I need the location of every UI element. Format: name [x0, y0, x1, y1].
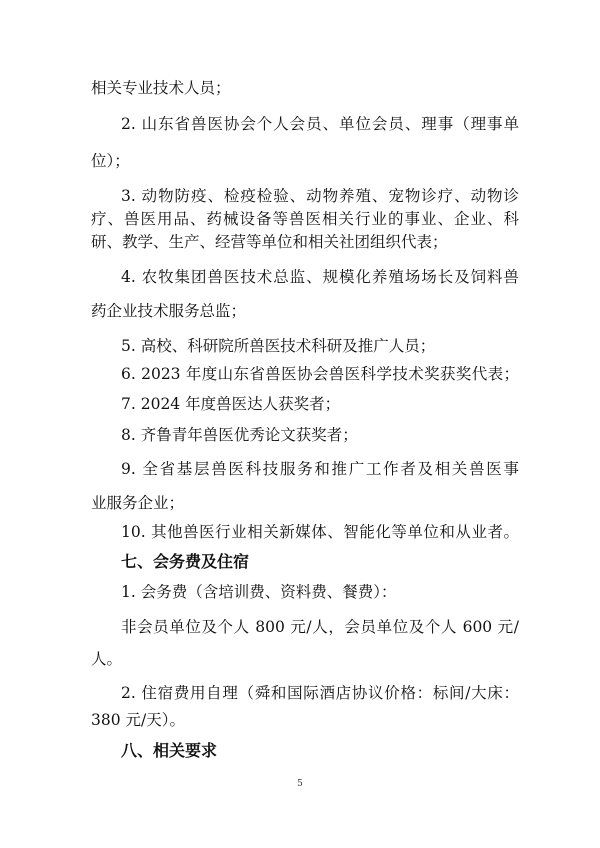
text-line-4: 3. 动物防疫、检疫检验、动物养殖、宠物诊疗、动物诊	[121, 187, 519, 205]
text-line-10: 6. 2023 年度山东省兽医协会兽医科学技术奖获奖代表；	[121, 365, 519, 383]
text-line-18: 人。	[91, 650, 123, 668]
text-line-16: 1. 会务费（含培训费、资料费、餐费）：	[121, 583, 397, 601]
text-line-1: 相关专业技术人员；	[91, 79, 231, 97]
text-line-2: 2. 山东省兽医协会个人会员、单位会员、理事（理事单	[121, 115, 519, 133]
section-heading-8: 八、相关要求	[121, 741, 218, 760]
section-heading-7: 七、会务费及住宿	[121, 552, 250, 571]
text-line-17: 非会员单位及个人 800 元/人，会员单位及个人 600 元/	[121, 618, 519, 636]
text-line-19: 2. 住宿费用自理（舜和国际酒店协议价格：标间/大床：	[121, 684, 519, 702]
text-line-5: 疗、兽医用品、药械设备等兽医相关行业的事业、企业、科	[91, 210, 519, 228]
text-line-3: 位）；	[91, 152, 130, 170]
text-line-8: 药企业技术服务总监；	[91, 302, 247, 320]
text-line-6: 研、教学、生产、经营等单位和相关社团组织代表；	[91, 233, 448, 251]
text-line-15: 10. 其他兽医行业相关新媒体、智能化等单位和从业者。	[121, 523, 519, 541]
page-number: 5	[297, 779, 303, 789]
text-line-9: 5. 高校、科研院所兽医技术科研及推广人员；	[121, 337, 436, 355]
text-line-20: 380 元/天）。	[91, 711, 185, 729]
text-line-7: 4. 农牧集团兽医技术总监、规模化养殖场场长及饲料兽	[121, 268, 519, 286]
text-line-11: 7. 2024 年度兽医达人获奖者；	[121, 395, 341, 413]
text-line-14: 业服务企业；	[91, 494, 185, 512]
text-line-13: 9. 全省基层兽医科技服务和推广工作者及相关兽医事	[121, 460, 519, 478]
text-line-12: 8. 齐鲁青年兽医优秀论文获奖者；	[121, 426, 358, 444]
